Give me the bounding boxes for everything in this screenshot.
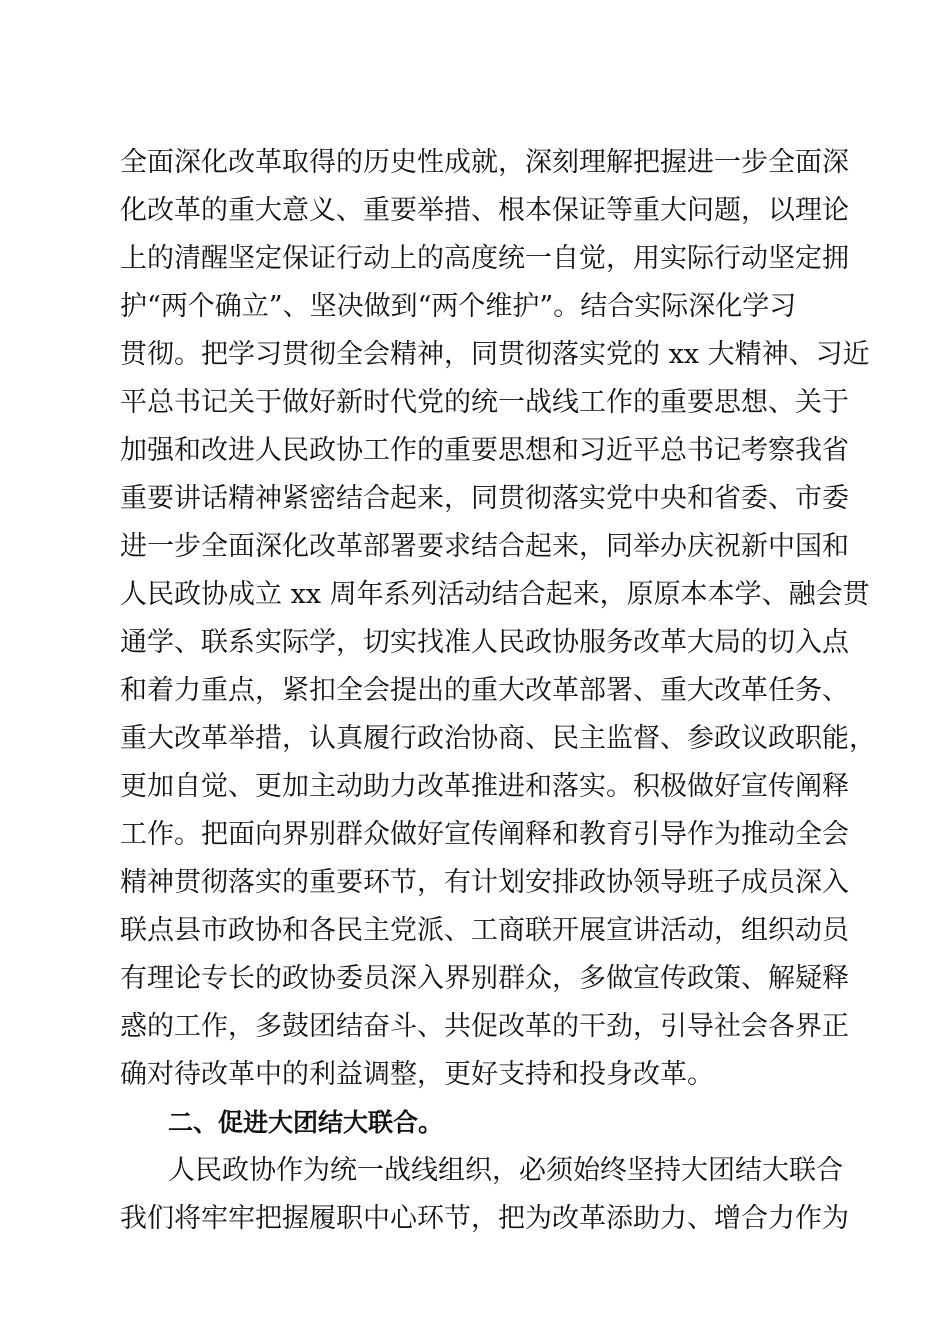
paragraph-line: 更加自觉、更加主动助力改革推进和落实。积极做好宣传阐释 xyxy=(120,771,849,802)
paragraph-line: 人民政协成立 xx 周年系列活动结合起来，原原本本学、融会贯 xyxy=(120,579,870,610)
paragraph-line: 惑的工作，多鼓团结奋斗、共促改革的干劲，引导社会各界正 xyxy=(120,1011,849,1042)
paragraph-line: 加强和改进人民政协工作的重要思想和习近平总书记考察我省 xyxy=(120,435,849,466)
paragraph-line: 有理论专长的政协委员深入界别群众，多做宣传政策、解疑释 xyxy=(120,963,849,994)
paragraph-line: 工作。把面向界别群众做好宣传阐释和教育引导作为推动全会 xyxy=(120,819,849,850)
paragraph-line: 确对待改革中的利益调整，更好支持和投身改革。 xyxy=(120,1059,714,1090)
paragraph-line: 上的清醒坚定保证行动上的高度统一自觉，用实际行动坚定拥 xyxy=(120,243,849,274)
paragraph-line: 我们将牢牢把握履职中心环节，把为改革添助力、增合力作为 xyxy=(120,1203,849,1234)
paragraph-line: 化改革的重大意义、重要举措、根本保证等重大问题，以理论 xyxy=(120,195,849,226)
paragraph-line: 通学、联系实际学，切实找准人民政协服务改革大局的切入点 xyxy=(120,627,849,658)
paragraph-line: 进一步全面深化改革部署要求结合起来，同举办庆祝新中国和 xyxy=(120,531,849,562)
paragraph-line: 全面深化改革取得的历史性成就，深刻理解把握进一步全面深 xyxy=(120,147,849,178)
paragraph-line: 精神贯彻落实的重要环节，有计划安排政协领导班子成员深入 xyxy=(120,867,849,898)
paragraph-line: 重大改革举措，认真履行政治协商、民主监督、参政议政职能， xyxy=(120,723,876,754)
paragraph-line: 人民政协作为统一战线组织，必须始终坚持大团结大联合 xyxy=(168,1155,843,1186)
section-heading: 二、促进大团结大联合。 xyxy=(168,1108,444,1137)
paragraph-line: 联点县市政协和各民主党派、工商联开展宣讲活动，组织动员 xyxy=(120,915,849,946)
paragraph-line: 和着力重点，紧扣全会提出的重大改革部署、重大改革任务、 xyxy=(120,675,849,706)
paragraph-line: 重要讲话精神紧密结合起来，同贯彻落实党中央和省委、市委 xyxy=(120,483,849,514)
paragraph-line: 贯彻。把学习贯彻全会精神，同贯彻落实党的 xx 大精神、习近 xyxy=(120,339,870,370)
paragraph-line: 平总书记关于做好新时代党的统一战线工作的重要思想、关于 xyxy=(120,387,849,418)
paragraph-line: 护“两个确立”、坚决做到“两个维护”。结合实际深化学习 xyxy=(120,291,797,322)
document-body xyxy=(120,139,876,1243)
